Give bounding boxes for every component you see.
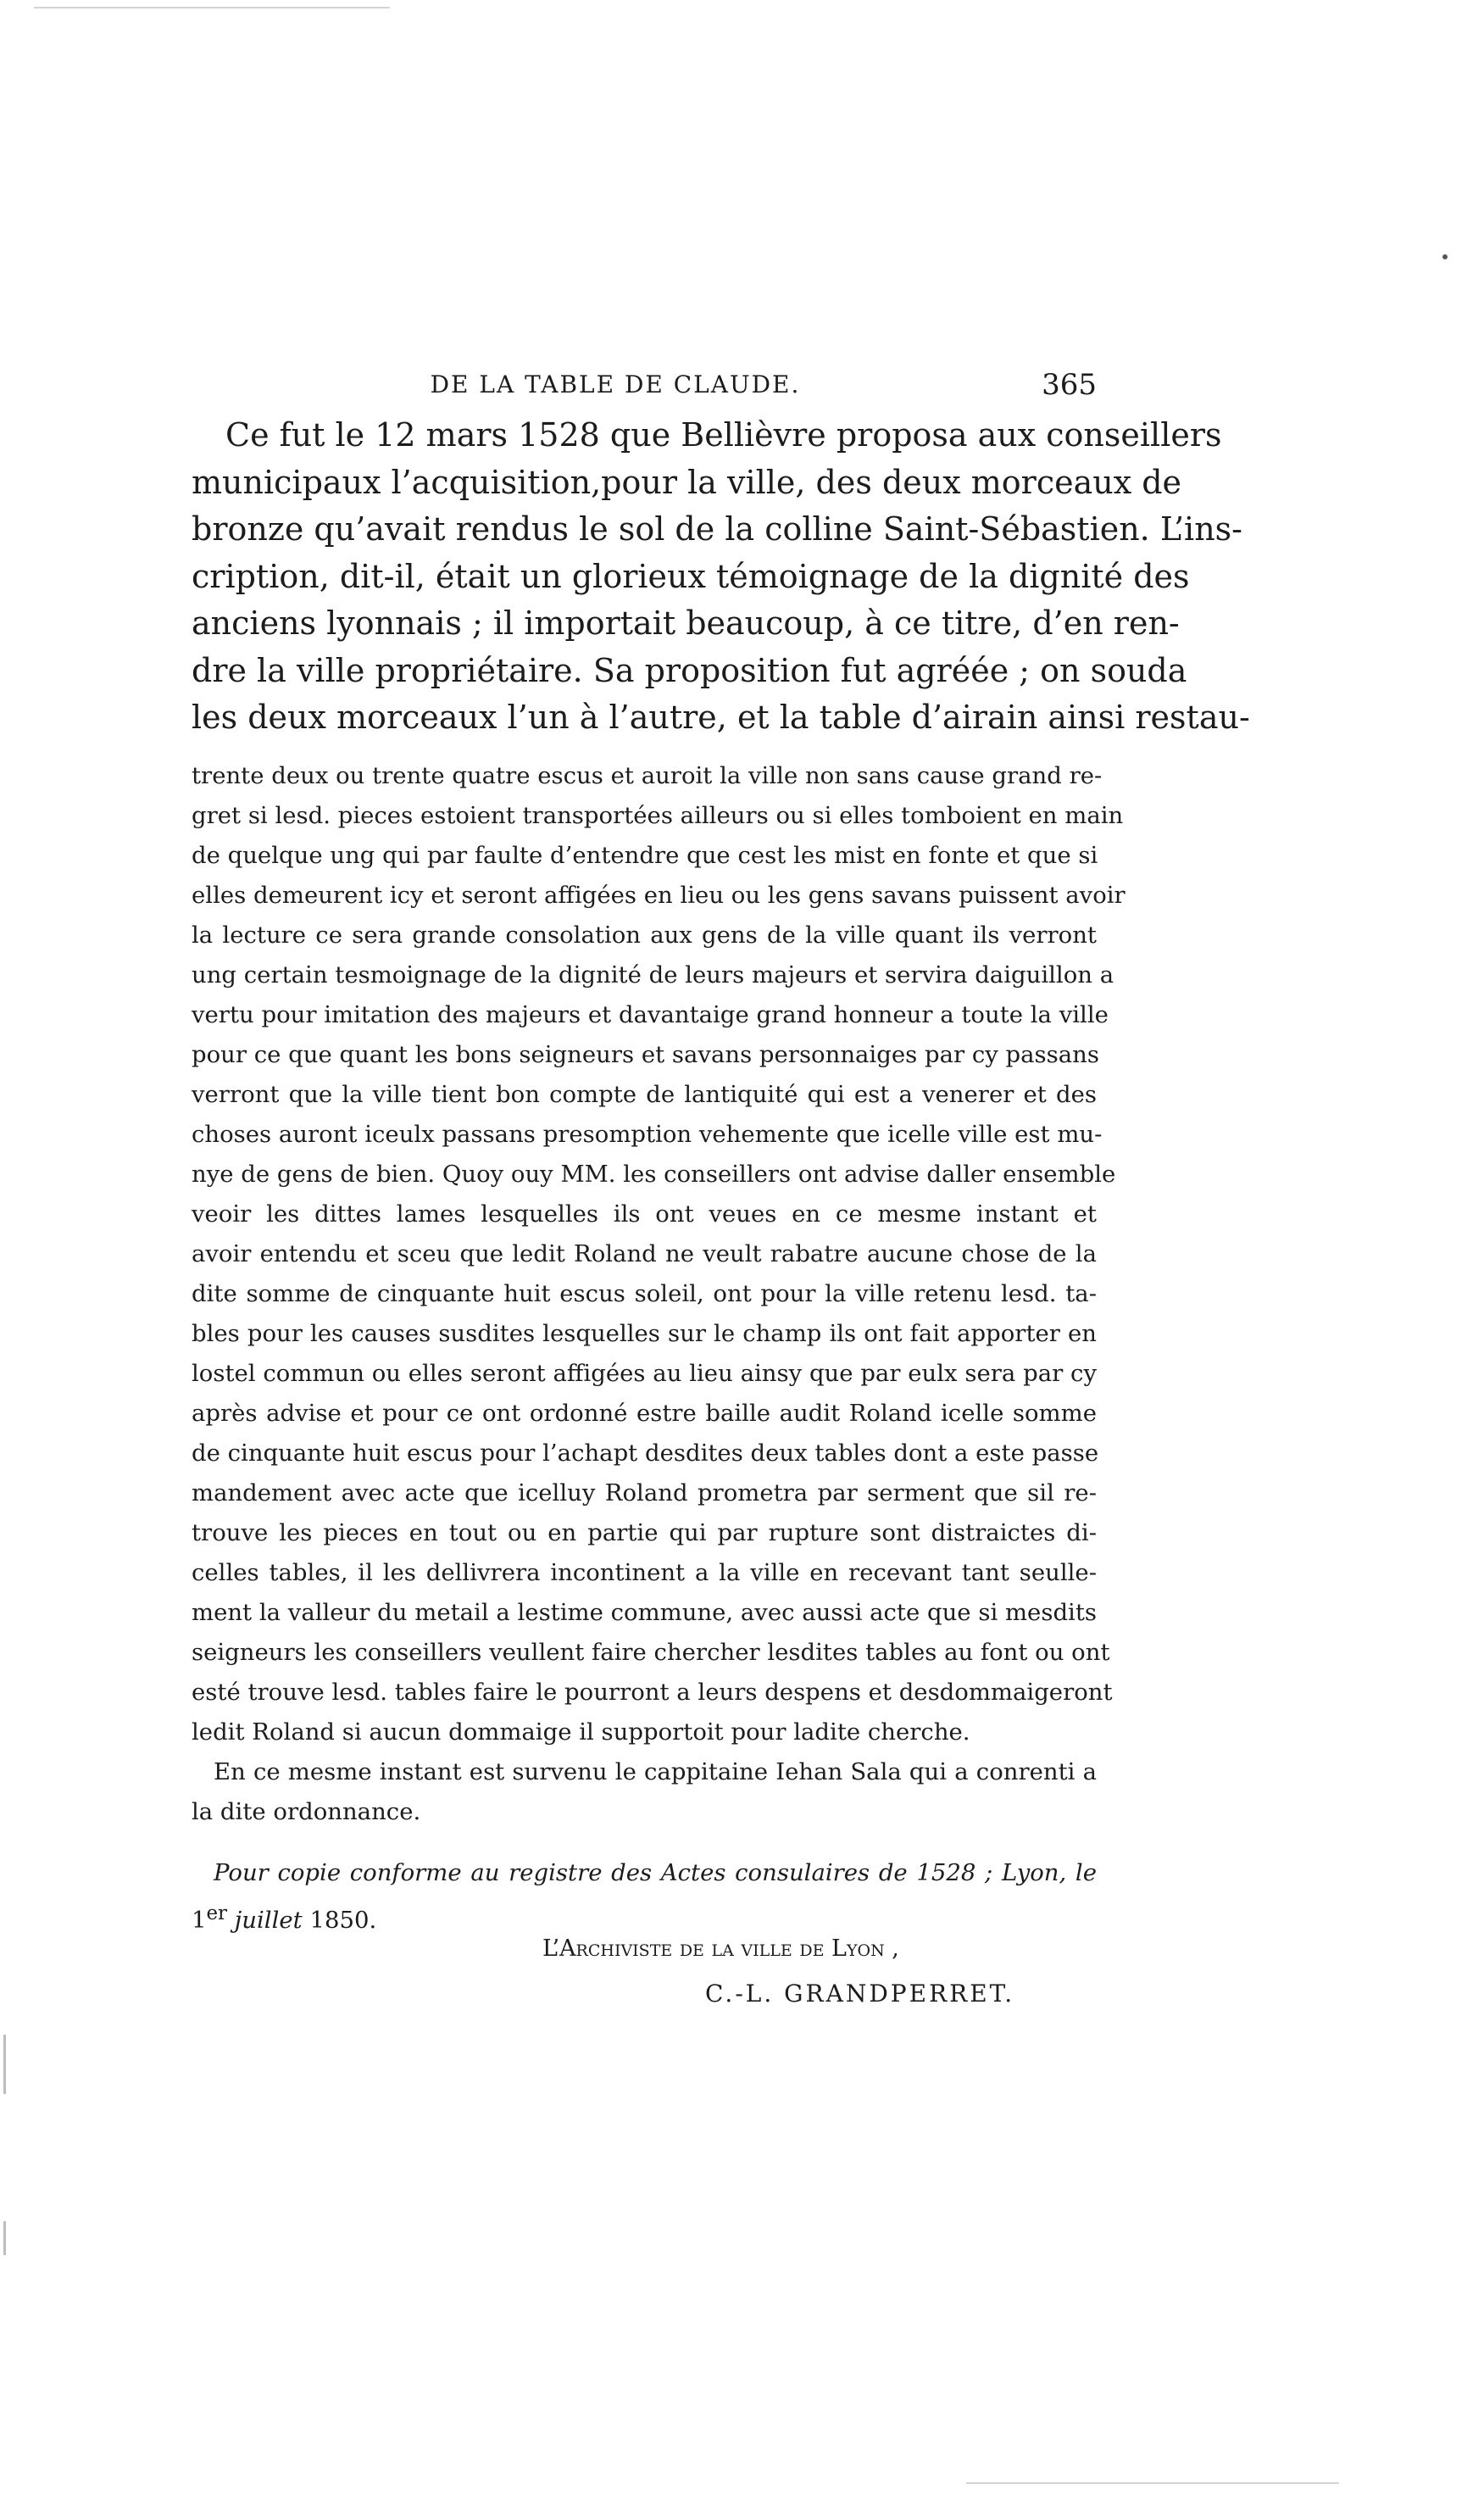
- quote-line: la lecture ce sera grande consolation aux gens de la ville quant ils verront: [192, 922, 1097, 949]
- quote-line: pour ce que quant les bons seigneurs et savans personnaiges par cy passans: [192, 1041, 1099, 1068]
- quote-line: elles demeurent icy et seront affigées en lieu ou les gens savans puissent avoir: [192, 882, 1126, 909]
- date-month: juillet: [227, 1907, 310, 1935]
- quoted-register-text: [192, 756, 1126, 1832]
- attestation-line: Pour copie conforme au registre des Actes consulaires de 1528 ; Lyon, le: [214, 1859, 1097, 1886]
- quote-line: lostel commun ou elles seront affigées au lieu ainsy que par eulx sera par cy: [192, 1360, 1097, 1387]
- quote-line: nye de gens de bien. Quoy ouy MM. les conseillers ont advise daller ensemble: [192, 1161, 1116, 1188]
- quote-line: En ce mesme instant est survenu le cappitaine Iehan Sala qui a conrenti a: [214, 1758, 1097, 1785]
- signature-name: C.-L. GRANDPERRET.: [705, 1980, 1015, 2008]
- quote-line: gret si lesd. pieces estoient transportées ailleurs ou si elles tomboient en main: [192, 802, 1124, 829]
- paper-speck: [3, 2035, 6, 2094]
- date-ordinal: er: [206, 1902, 228, 1924]
- quote-line: la dite ordonnance.: [192, 1798, 421, 1825]
- quote-line: bles pour les causes susdites lesquelles sur le champ ils ont fait apporter en: [192, 1320, 1097, 1347]
- quote-line: esté trouve lesd. tables faire le pourront a leurs despens et desdommaigeront: [192, 1679, 1113, 1706]
- date-day: 1: [192, 1907, 207, 1935]
- quote-line: trente deux ou trente quatre escus et auroit la ville non sans cause grand re-: [192, 762, 1103, 789]
- quote-line: trouve les pieces en tout ou en partie qui par rupture sont distraictes di-: [192, 1519, 1097, 1546]
- quote-line: après advise et pour ce ont ordonné estre baille audit Roland icelle somme: [192, 1400, 1097, 1427]
- quote-line: mandement avec acte que icelluy Roland prometra par serment que sil re-: [192, 1479, 1097, 1506]
- attestation: [192, 1852, 1097, 1941]
- paper-speck: [1442, 254, 1448, 259]
- signature-office: L’Archiviste de la ville de Lyon ,: [542, 1935, 899, 1962]
- page-number: 365: [1042, 368, 1097, 402]
- date-year: 1850.: [309, 1907, 377, 1935]
- quote-line: dite somme de cinquante huit escus soleil, ont pour la ville retenu lesd. ta-: [192, 1280, 1097, 1307]
- quote-line: seigneurs les conseillers veullent faire chercher lesdites tables au font ou ont: [192, 1639, 1110, 1666]
- quote-line: choses auront iceulx passans presomption vehemente que icelle ville est mu-: [192, 1121, 1103, 1148]
- quote-line: de cinquante huit escus pour l’achapt desdites deux tables dont a este passe: [192, 1440, 1099, 1467]
- text-line: anciens lyonnais ; il importait beaucoup, à ce titre, d’en ren-: [192, 604, 1180, 642]
- paper-speck: [34, 7, 390, 8]
- paper-speck: [966, 2482, 1339, 2484]
- quote-line: veoir les dittes lames lesquelles ils ont veues en ce mesme instant et: [192, 1200, 1097, 1228]
- quote-line: ment la valleur du metail a lestime commune, avec aussi acte que si mesdits: [192, 1599, 1098, 1626]
- text-line: bronze qu’avait rendus le sol de la colline Saint-Sébastien. L’ins-: [192, 510, 1243, 548]
- quote-line: ung certain tesmoignage de la dignité de leurs majeurs et servira daiguillon a: [192, 961, 1114, 989]
- quote-line: verront que la ville tient bon compte de lantiquité qui est a venerer et des: [192, 1081, 1097, 1108]
- text-line: Ce fut le 12 mars 1528 que Bellièvre proposa aux conseillers: [225, 416, 1222, 454]
- text-line: municipaux l’acquisition,pour la ville, des deux morceaux de: [192, 463, 1182, 501]
- quote-line: de quelque ung qui par faulte d’entendre que cest les mist en fonte et que si: [192, 842, 1098, 869]
- paper-speck: [3, 2221, 6, 2255]
- text-line: dre la ville propriétaire. Sa proposition fut agréée ; on souda: [192, 651, 1187, 689]
- quote-line: vertu pour imitation des majeurs et davantaige grand honneur a toute la ville: [192, 1001, 1109, 1028]
- running-title: DE LA TABLE DE CLAUDE.: [430, 370, 801, 398]
- main-paragraph: [192, 412, 1250, 742]
- quote-line: celles tables, il les dellivrera incontinent a la ville en recevant tant seulle-: [192, 1559, 1097, 1586]
- quote-line: ledit Roland si aucun dommaige il supportoit pour ladite cherche.: [192, 1718, 970, 1746]
- running-head: [192, 366, 1097, 404]
- text-line: les deux morceaux l’un à l’autre, et la table d’airain ainsi restau-: [192, 699, 1250, 736]
- quote-line: avoir entendu et sceu que ledit Roland ne veult rabatre aucune chose de la: [192, 1240, 1097, 1267]
- text-line: cription, dit-il, était un glorieux témoignage de la dignité des: [192, 557, 1190, 595]
